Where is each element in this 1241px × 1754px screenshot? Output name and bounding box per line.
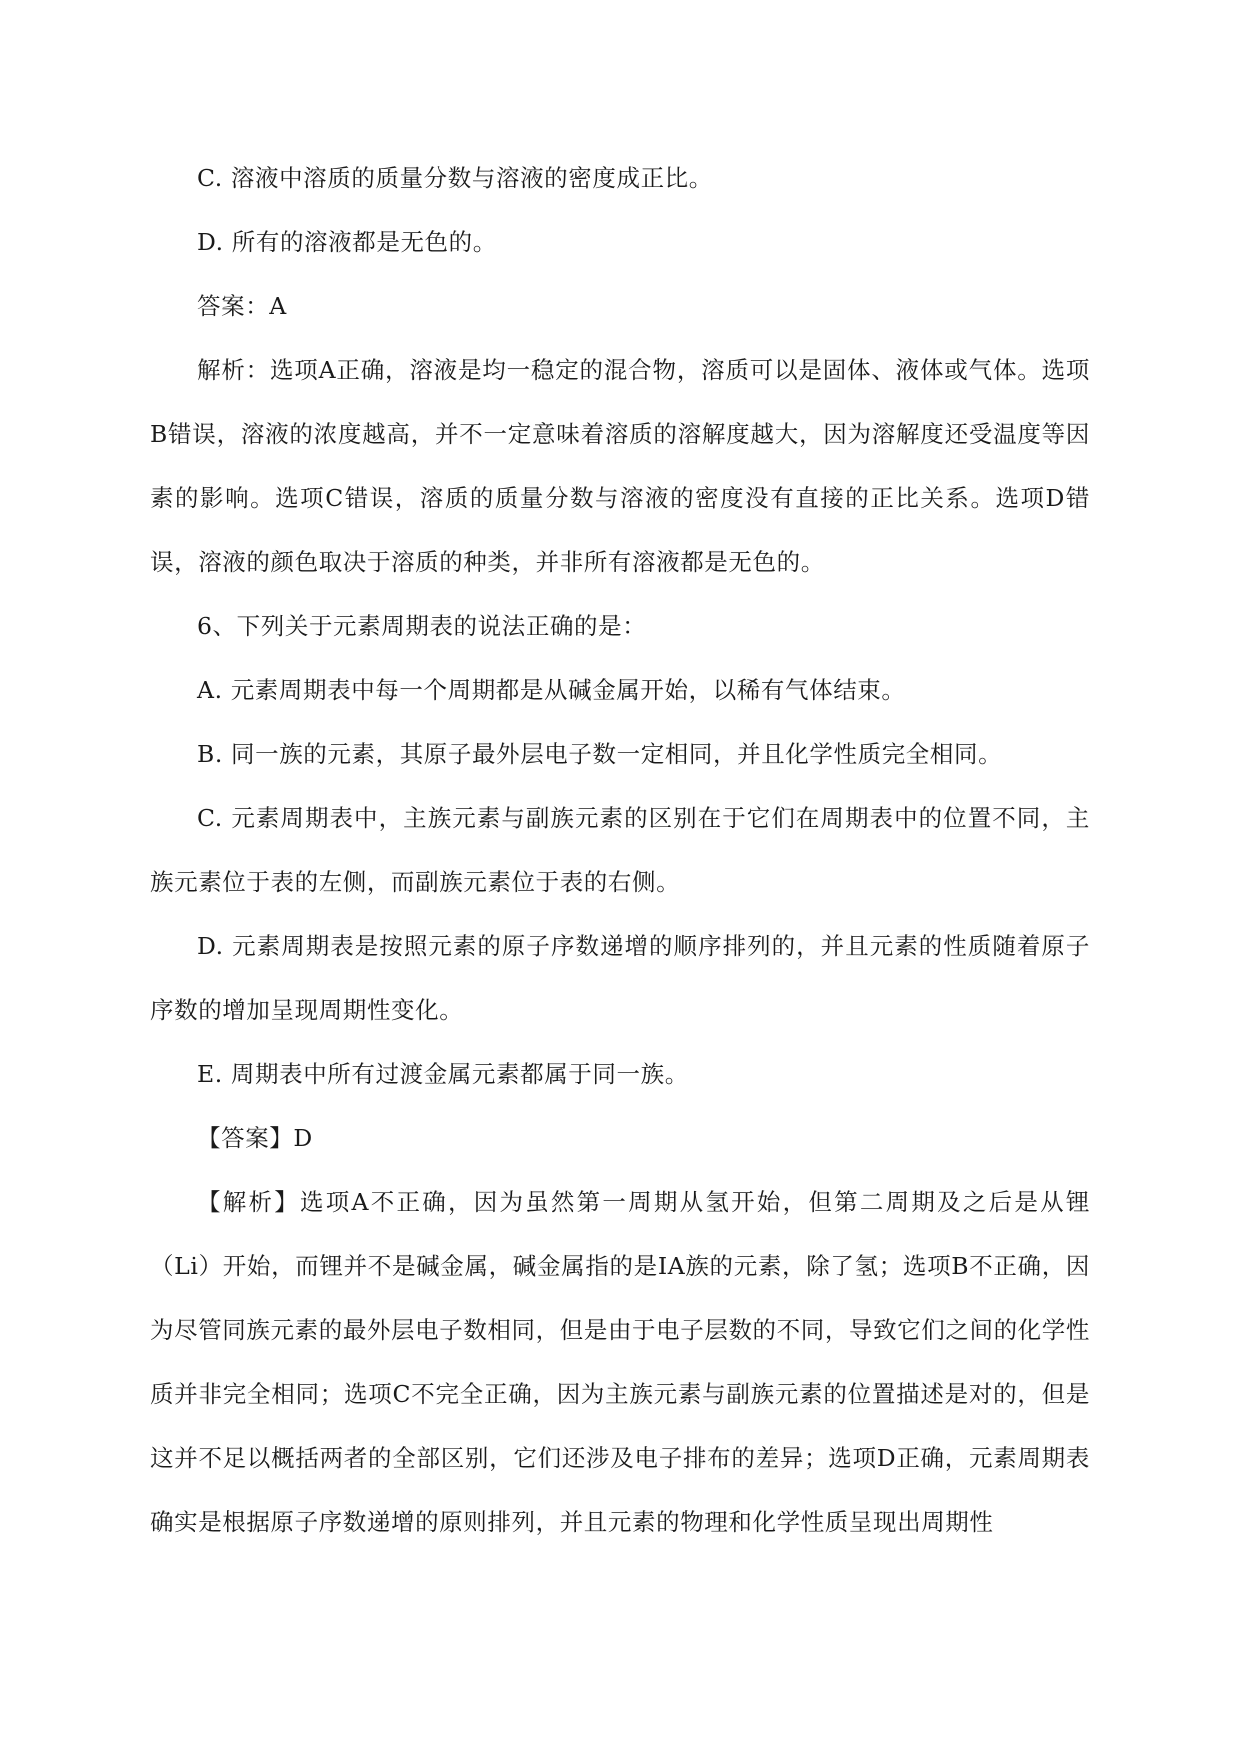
document-body [150,146,1090,1554]
option-c-prev-question: C. 溶液中溶质的质量分数与溶液的密度成正比。 [197,164,713,192]
question-6-option-c: C. 元素周期表中，主族元素与副族元素的区别在于它们在周期表中的位置不同，主族元素位于表的左侧，而副族元素位于表的右侧。 [150,804,1090,896]
explanation-prev-question: 解析：选项A正确，溶液是均一稳定的混合物，溶质可以是固体、液体或气体。选项B错误，溶液的浓度越高，并不一定意味着溶质的溶解度越大，因为溶解度还受温度等因素的影响。选项C错误，溶质的质量分数与溶液的密度没有直接的正比关系。选项D错误，溶液的颜色取决于溶质的种类，并非所有溶液都是无色的。 [150,356,1090,576]
answer-prev-question: 答案：A [197,292,287,320]
question-6-answer: 【答案】D [197,1124,313,1152]
question-6-explanation: 【解析】选项A不正确，因为虽然第一周期从氢开始，但第二周期及之后是从锂（Li）开始，而锂并不是碱金属，碱金属指的是IA族的元素，除了氢；选项B不正确，因为尽管同族元素的最外层电子数相同，但是由于电子层数的不同，导致它们之间的化学性质并非完全相同；选项C不完全正确，因为主族元素与副族元素的位置描述是对的，但是这并不足以概括两者的全部区别，它们还涉及电子排布的差异；选项D正确，元素周期表确实是根据原子序数递增的原则排列，并且元素的物理和化学性质呈现出周期性 [150,1188,1090,1536]
question-6-option-e: E. 周期表中所有过渡金属元素都属于同一族。 [197,1060,689,1088]
option-d-prev-question: D. 所有的溶液都是无色的。 [197,228,497,256]
question-6-stem: 6、下列关于元素周期表的说法正确的是： [197,612,647,640]
question-6-option-a: A. 元素周期表中每一个周期都是从碱金属开始，以稀有气体结束。 [197,676,906,704]
question-6-option-d: D. 元素周期表是按照元素的原子序数递增的顺序排列的，并且元素的性质随着原子序数的增加呈现周期性变化。 [150,932,1090,1024]
question-6-option-b: B. 同一族的元素，其原子最外层电子数一定相同，并且化学性质完全相同。 [197,740,1003,768]
